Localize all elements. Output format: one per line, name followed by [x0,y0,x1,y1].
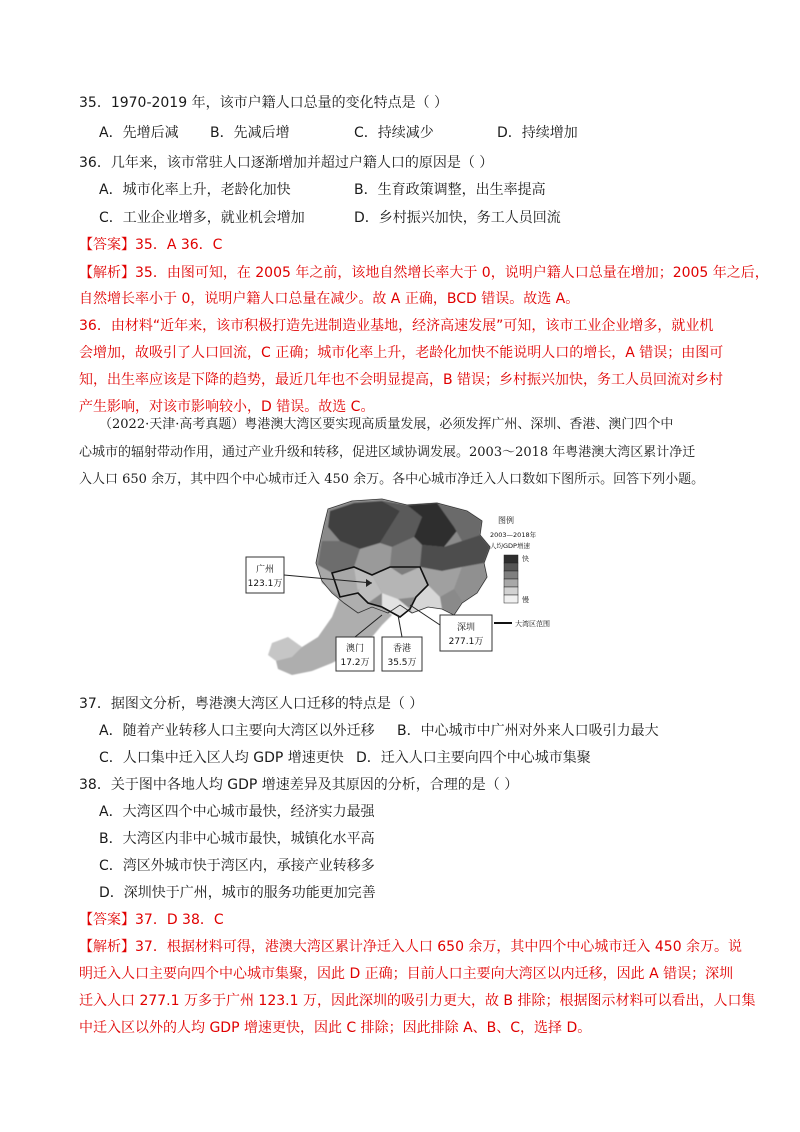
svg-text:123.1万: 123.1万 [247,579,283,589]
question-36-stem: 36．几年来，该市常驻人口逐渐增加并超过户籍人口的原因是（ ） [79,155,494,171]
legend-swatch [504,587,518,595]
option-a: A．随着产业转移人口主要向大湾区以外迁移 [99,723,375,739]
bay-area-map [232,497,577,680]
option-c: C．湾区外城市快于湾区内，承接产业转移多 [99,858,375,874]
option-d: D．持续增加 [497,125,578,141]
question-37-options [99,721,739,771]
question-38-stem: 38．关于图中各地人均 GDP 增速差异及其原因的分析，合理的是（ ） [79,777,519,793]
svg-text:2003—2018年: 2003—2018年 [490,531,537,539]
legend-swatch [504,579,518,587]
analysis-line: 【解析】37．根据材料可得，港澳大湾区累计净迁入人口 650 余万，其中四个中心城市迁入 450 余万。说 [79,939,743,955]
svg-text:人均GDP增速: 人均GDP增速 [490,542,530,550]
svg-text:17.2万: 17.2万 [340,658,370,668]
svg-text:慢: 慢 [522,596,529,604]
svg-text:广州: 广州 [255,565,275,575]
legend-swatch [504,571,518,579]
svg-text:图例: 图例 [498,516,514,525]
option-d: D．乡村振兴加快，务工人员回流 [354,210,561,226]
question-35-stem: 35．1970-2019 年，该市户籍人口总量的变化特点是（ ） [79,95,449,111]
legend-swatch [504,555,518,563]
option-a: A．城市化率上升，老龄化加快 [99,182,291,198]
svg-text:35.5万: 35.5万 [387,658,417,668]
answer-37-38: 【答案】37．D 38．C [79,912,224,928]
material-line: 心城市的辐射带动作用，通过产业升级和转移，促进区域协调发展。2003～2018 年粤港澳大湾区累计净迁 [79,445,696,460]
option-d: D．深圳快于广州，城市的服务功能更加完善 [99,885,376,901]
material-first-line [99,415,673,435]
analysis-line: 产生影响，对该市影响较小，D 错误。故选 C。 [79,399,375,415]
question-36-options [99,180,719,230]
option-b: B．先减后增 [210,125,290,141]
question-35-options [99,123,719,143]
option-c: C．工业企业增多，就业机会增加 [99,210,305,226]
svg-text:快: 快 [522,555,529,563]
analysis-line: 明迁入人口主要向四个中心城市集聚，因此 D 正确；目前人口主要向大湾区以内迁移，因此 A 错误；深圳 [79,966,734,982]
analysis-line: 会增加，故吸引了人口回流，C 正确；城市化率上升，老龄化加快不能说明人口的增长，A 错误；由图可 [79,345,724,361]
svg-text:深圳: 深圳 [456,623,476,633]
answer-35-36: 【答案】35．A 36．C [79,237,223,253]
analysis-line: 【解析】35．由图可知，在 2005 年之前，该地自然增长率大于 0，说明户籍人口总量在增加；2005 年之后， [79,265,769,281]
option-a: A．先增后减 [99,125,179,141]
option-b: B．大湾区内非中心城市最快，城镇化水平高 [99,831,375,847]
svg-text:香港: 香港 [392,644,412,654]
option-b: B．生育政策调整，出生率提高 [354,182,546,198]
legend-swatch [504,563,518,571]
material-source: （2022·天津·高考真题） [99,417,245,432]
option-d: D．迁入人口主要向四个中心城市集聚 [356,750,591,766]
material-text: 粤港澳大湾区要实现高质量发展，必须发挥广州、深圳、香港、澳门四个中 [244,417,674,432]
material-line: 入人口 650 余万，其中四个中心城市迁入 450 余万。各中心城市净迁入人口数如下图所示。回答下列小题。 [79,472,705,487]
analysis-line: 36．由材料“近年来，该市积极打造先进制造业基地，经济高速发展”可知，该市工业企业增多，就业机 [79,318,714,334]
analysis-line: 自然增长率小于 0，说明户籍人口总量在减少。故 A 正确，BCD 错误。故选 A。 [79,291,580,307]
option-b: B．中心城市中广州对外来人口吸引力最大 [397,723,659,739]
question-37-stem: 37．据图文分析，粤港澳大湾区人口迁移的特点是（ ） [79,696,424,712]
option-a: A．大湾区四个中心城市最快，经济实力最强 [99,804,375,820]
svg-text:澳门: 澳门 [345,644,365,654]
svg-text:277.1万: 277.1万 [448,637,484,647]
legend-swatch [504,595,518,603]
analysis-line: 迁入人口 277.1 万多于广州 123.1 万，因此深圳的吸引力更大，故 B 排除；根据图示材料可以看出，人口集 [79,993,756,1009]
analysis-line: 中迁入区以外的人均 GDP 增速更快，因此 C 排除；因此排除 A、B、C，选择 D。 [79,1020,592,1036]
option-c: C．持续减少 [354,125,434,141]
option-c: C．人口集中迁入区人均 GDP 增速更快 [99,750,344,766]
analysis-line: 知，出生率应该是下降的趋势，最近几年也不会明显提高，B 错误；乡村振兴加快，务工人员回流对乡村 [79,372,724,388]
svg-text:大湾区范围: 大湾区范围 [515,620,550,628]
